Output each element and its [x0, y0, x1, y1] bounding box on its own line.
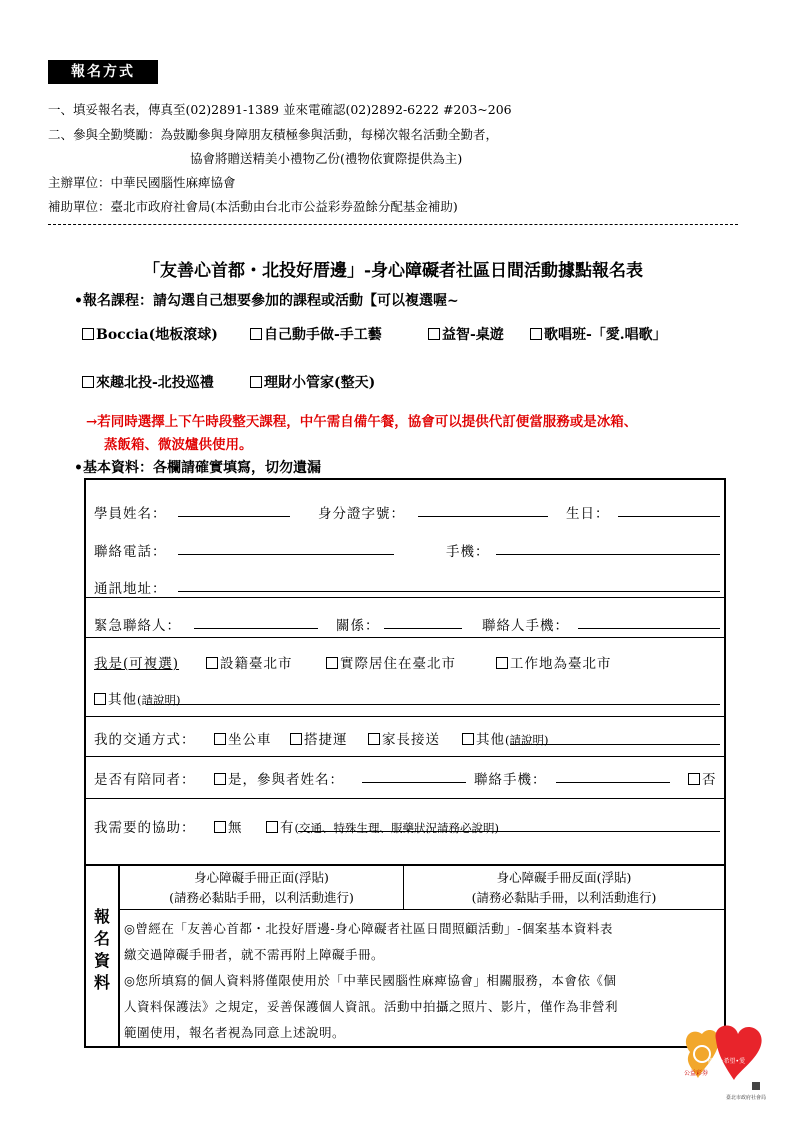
note-line: 人資料保護法》之規定，妥善保護個人資訊。活動中拍攝之照片、影片，僅作為非營利 [124, 999, 619, 1014]
course-option-finance[interactable]: 理財小管家(整天) [250, 372, 375, 392]
identity-label: 我是(可複選) [94, 656, 180, 672]
checkbox[interactable] [266, 821, 278, 833]
checkbox[interactable] [462, 733, 474, 745]
checkbox[interactable] [206, 657, 218, 669]
sponsor: 補助單位：臺北市政府社會局(本活動由台北市公益彩券盈餘分配基金補助) [48, 199, 458, 214]
checkbox[interactable] [214, 733, 226, 745]
identity-other-field[interactable] [146, 704, 720, 705]
emergency-contact-field[interactable] [194, 628, 318, 629]
row-divider [86, 597, 724, 598]
logo-gov-text: 臺北市政府社會局 [726, 1095, 767, 1101]
checkbox[interactable] [326, 657, 338, 669]
card-back-box [404, 866, 724, 910]
instruction-line-3: 協會將贈送精美小禮物乙份(禮物依實際提供為主) [190, 151, 463, 166]
row-divider [86, 716, 724, 717]
checkbox[interactable] [214, 773, 226, 785]
card-back-note: (請務必黏貼手冊，以利活動進行) [471, 890, 657, 905]
companion-option-no[interactable]: 否 [688, 768, 717, 788]
transport-option-other[interactable]: 其他(請說明) [462, 728, 548, 748]
assistance-option-none[interactable]: 無 [214, 816, 243, 836]
lunch-notice-line-2: 蒸飯箱、微波爐供使用。 [104, 437, 253, 453]
row-divider [86, 798, 724, 799]
contact-mobile-field[interactable] [578, 628, 720, 629]
row-divider [86, 756, 724, 757]
identity-option-work[interactable]: 工作地為臺北市 [496, 652, 612, 672]
checkbox[interactable] [250, 376, 262, 388]
assistance-label: 我需要的協助： [94, 820, 196, 836]
id-label: 身分證字號： [318, 506, 405, 522]
checkbox[interactable] [94, 693, 106, 705]
contact-mobile-label: 聯絡人手機： [482, 618, 569, 634]
course-option-boccia[interactable]: Boccia(地板滾球) [82, 324, 218, 344]
companion-option-yes[interactable]: 是，參與者姓名： [214, 768, 344, 788]
transport-option-bus[interactable]: 坐公車 [214, 728, 272, 748]
lunch-notice-line-1: →若同時選擇上下午時段整天課程，中午需自備午餐，協會可以提供代訂便當服務或是冰箱、 [86, 414, 638, 430]
course-option-singing[interactable]: 歌唱班-「愛.唱歌」 [530, 324, 667, 344]
checkbox[interactable] [250, 328, 262, 340]
sponsor-logo [676, 1022, 768, 1110]
relation-label: 關係： [336, 618, 380, 634]
checkbox[interactable] [368, 733, 380, 745]
note-line: 範圍使用，報名者視為同意上述說明。 [124, 1025, 346, 1040]
section-badge: 報名方式 [48, 60, 158, 84]
card-back-label: 身心障礙手冊反面(浮貼) [496, 870, 632, 885]
row-divider [86, 637, 724, 638]
checkbox[interactable] [530, 328, 542, 340]
name-label: 學員姓名： [94, 506, 167, 522]
instruction-line-2: 二、參與全勤獎勵：為鼓勵參與身障朋友積極參與活動，每梯次報名活動全勤者， [48, 127, 499, 142]
relation-field[interactable] [384, 628, 462, 629]
transport-label: 我的交通方式： [94, 732, 196, 748]
organizer: 主辦單位：中華民國腦性麻痺協會 [48, 175, 236, 190]
mobile-label: 手機： [446, 544, 490, 560]
side-label: 報 名 資 料 [93, 907, 110, 992]
checkbox[interactable] [428, 328, 440, 340]
assistance-option-yes[interactable]: 有(交通、特殊生理、服藥狀況請務必說明) [266, 816, 499, 836]
transport-option-parent[interactable]: 家長接送 [368, 728, 440, 748]
note-line: ◎您所填寫的個人資料將僅限使用於「中華民國腦性麻痺協會」相關服務，本會依《個 [124, 973, 617, 988]
address-label: 通訊地址： [94, 581, 167, 597]
birthday-field[interactable] [618, 516, 720, 517]
transport-option-mrt[interactable]: 搭捷運 [290, 728, 348, 748]
phone-field[interactable] [178, 554, 394, 555]
mobile-field[interactable] [496, 554, 720, 555]
card-front-label: 身心障礙手冊正面(浮貼) [194, 870, 329, 885]
address-field[interactable] [178, 591, 720, 592]
course-option-craft[interactable]: 自己動手做-手工藝 [250, 324, 382, 344]
note-line: 繳交過障礙手冊者，就不需再附上障礙手冊。 [124, 947, 385, 962]
divider [48, 224, 738, 225]
notes-block [124, 916, 720, 1046]
birthday-label: 生日： [566, 506, 610, 522]
logo-lottery-text: 公益彩券 [684, 1070, 709, 1077]
basic-info-heading: •基本資料：各欄請確實填寫，切勿遺漏 [74, 460, 321, 476]
companion-name-field[interactable] [362, 782, 466, 783]
checkbox[interactable] [82, 376, 94, 388]
assistance-field[interactable] [298, 831, 720, 832]
registration-form [84, 478, 726, 1048]
checkbox[interactable] [82, 328, 94, 340]
note-line: ◎曾經在「友善心首都・北投好厝邊-身心障礙者社區日間照顧活動」-個案基本資料表 [124, 921, 613, 936]
identity-option-other[interactable]: 其他(請說明) [94, 688, 180, 708]
course-option-beitou-tour[interactable]: 來趣北投-北投巡禮 [82, 372, 214, 392]
courses-heading: •報名課程：請勾選自己想要參加的課程或活動【可以複選喔~ [74, 293, 459, 309]
companion-label: 是否有陪同者： [94, 772, 196, 788]
instruction-line-1: 一、填妥報名表，傳真至(02)2891-1389 並來電確認(02)2892-6222 #203~206 [48, 102, 512, 117]
form-title: 「友善心首都・北投好厝邊」-身心障礙者社區日間活動據點報名表 [142, 261, 644, 281]
course-option-boardgame[interactable]: 益智-桌遊 [428, 324, 504, 344]
card-front-box [120, 866, 404, 910]
companion-mobile-label: 聯絡手機： [474, 772, 547, 788]
identity-option-resident[interactable]: 實際居住在臺北市 [326, 652, 456, 672]
checkbox[interactable] [496, 657, 508, 669]
checkbox[interactable] [688, 773, 700, 785]
checkbox[interactable] [290, 733, 302, 745]
id-field[interactable] [418, 516, 548, 517]
logo-heart-text: 關懷•希望•愛 [708, 1058, 746, 1065]
transport-other-field[interactable] [510, 744, 720, 745]
companion-mobile-field[interactable] [556, 782, 670, 783]
card-front-note: (請務必黏貼手冊，以利活動進行) [169, 890, 354, 905]
name-field[interactable] [178, 516, 290, 517]
side-label-column [86, 866, 120, 1046]
phone-label: 聯絡電話： [94, 544, 167, 560]
checkbox[interactable] [214, 821, 226, 833]
identity-option-registered[interactable]: 設籍臺北市 [206, 652, 293, 672]
emergency-contact-label: 緊急聯絡人： [94, 618, 181, 634]
